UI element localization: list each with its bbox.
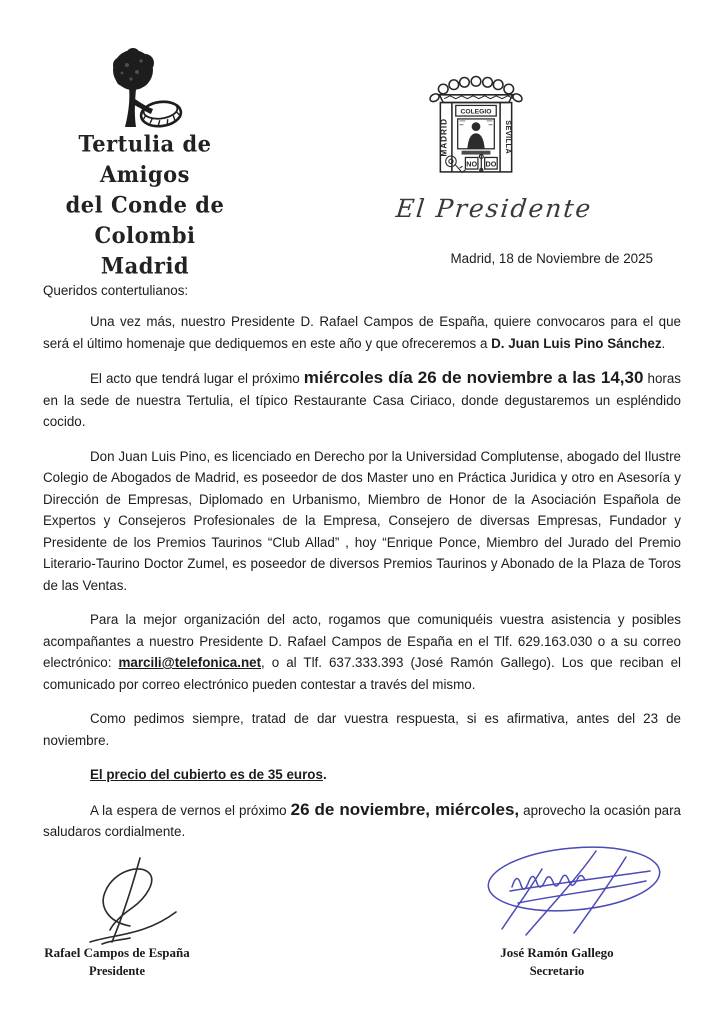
paragraph-5 (43, 708, 681, 751)
president-signature-icon (72, 852, 197, 948)
president-role: Presidente (88, 964, 145, 978)
paragraph-2: El acto que tendrá lugar el próximo miércoles día 26 de noviembre a las 14,30 horas en la sede de nuestra Tertulia, el típico Restaurante Casa Ciriaco, donde degustaremos un espléndido cocido. (43, 368, 681, 429)
tree-and-bullring-icon (95, 36, 195, 138)
crowned-crest-icon (423, 74, 529, 186)
crest-top-label: COLEGIO (460, 108, 492, 116)
letter-body (0, 250, 724, 843)
paragraph-4: Para la mejor organización del acto, rogamos que comuniquéis vuestra asistencia y posibles acompañantes a nuestro Presidente D. Rafael Campos de España en el Tlf. 629.163.030 o a su correo electrónico: marcili@telefonica.net, o al Tlf. 637.333.393 (José Ramón Gallego). Los que reciban el comunicado por correo electrónico pueden contestar a través del mismo. (43, 612, 681, 692)
crest-right-label: SEVILLA (503, 120, 513, 155)
org-name-line-2: del Conde de Colombi (65, 191, 225, 249)
org-name-line-3: Madrid (100, 252, 190, 279)
paragraph-1-text: Una vez más, nuestro Presidente D. Rafael Campos de España, quiere convocaros para el que será el último homenaje que dediquemos en este año y que ofreceremos a (43, 314, 681, 351)
date-line: Madrid, 18 de Noviembre de 2025 (450, 251, 653, 266)
org-name-line-1: Tertulia de Amigos (78, 130, 212, 188)
president-signature-block (12, 943, 222, 981)
price-highlight: El precio del cubierto es de 35 euros (90, 767, 323, 782)
crest-motto-right: DO (485, 159, 497, 169)
crest-motto-left: NO (466, 159, 478, 169)
email-link[interactable]: marcili@telefonica.net (118, 655, 262, 670)
event-date-highlight: miércoles día 26 de noviembre a las 14,30 (303, 368, 644, 387)
biography-text: Don Juan Luis Pino, es licenciado en Derecho por la Universidad Complutense, abogado del Ilustre Colegio de Abogados de Madrid, es poseedor de dos Master uno en Práctica Juridica y otro en Asesoría y Dirección de Empresas, Diplomado en Urbanismo, Miembro de Honor de la Asociación Española de Expertos y Consejeros Profesionales de la Empresa, Consejero de diversas Empresas, Fundador y Presidente de los Premios Taurinos “Club Allad” , hoy “Enrique Ponce, Miembro del Jurado del Premio Literario-Taurino Doctor Zumel, es poseedor de diversos Premios Taurinos y Abonado de la Plaza de Toros de las Ventas. (43, 448, 681, 593)
crest-left-label: MADRID (439, 117, 449, 157)
closing-date-highlight: 26 de noviembre, miércoles, (290, 799, 520, 819)
secretary-signature-block (452, 943, 662, 981)
paragraph-7: A la espera de vernos el próximo 26 de noviembre, miércoles, aprovecho la ocasión para saludaros cordialmente. (43, 799, 682, 839)
paragraph-1: Una vez más, nuestro Presidente D. Rafael Campos de España, quiere convocaros para el que será el último homenaje que dediquemos en este año y que ofreceremos a D. Juan Luis Pino Sánchez. (43, 314, 681, 351)
paragraph-6-price: El precio del cubierto es de 35 euros. (90, 767, 327, 782)
salutation: Queridos contertulianos: (43, 283, 189, 298)
rsvp-deadline-text: Como pedimos siempre, tratad de dar vuestra respuesta, si es afirmativa, antes del 23 de noviembre. (43, 711, 681, 748)
president-name: Rafael Campos de España (44, 945, 190, 960)
secretary-name: José Ramón Gallego (500, 945, 614, 960)
paragraph-3 (43, 446, 681, 597)
office-title: El Presidente (394, 194, 594, 223)
secretary-role: Secretario (529, 964, 585, 978)
honoree-name: D. Juan Luis Pino Sánchez (491, 335, 662, 351)
secretary-signature-icon (478, 843, 670, 939)
